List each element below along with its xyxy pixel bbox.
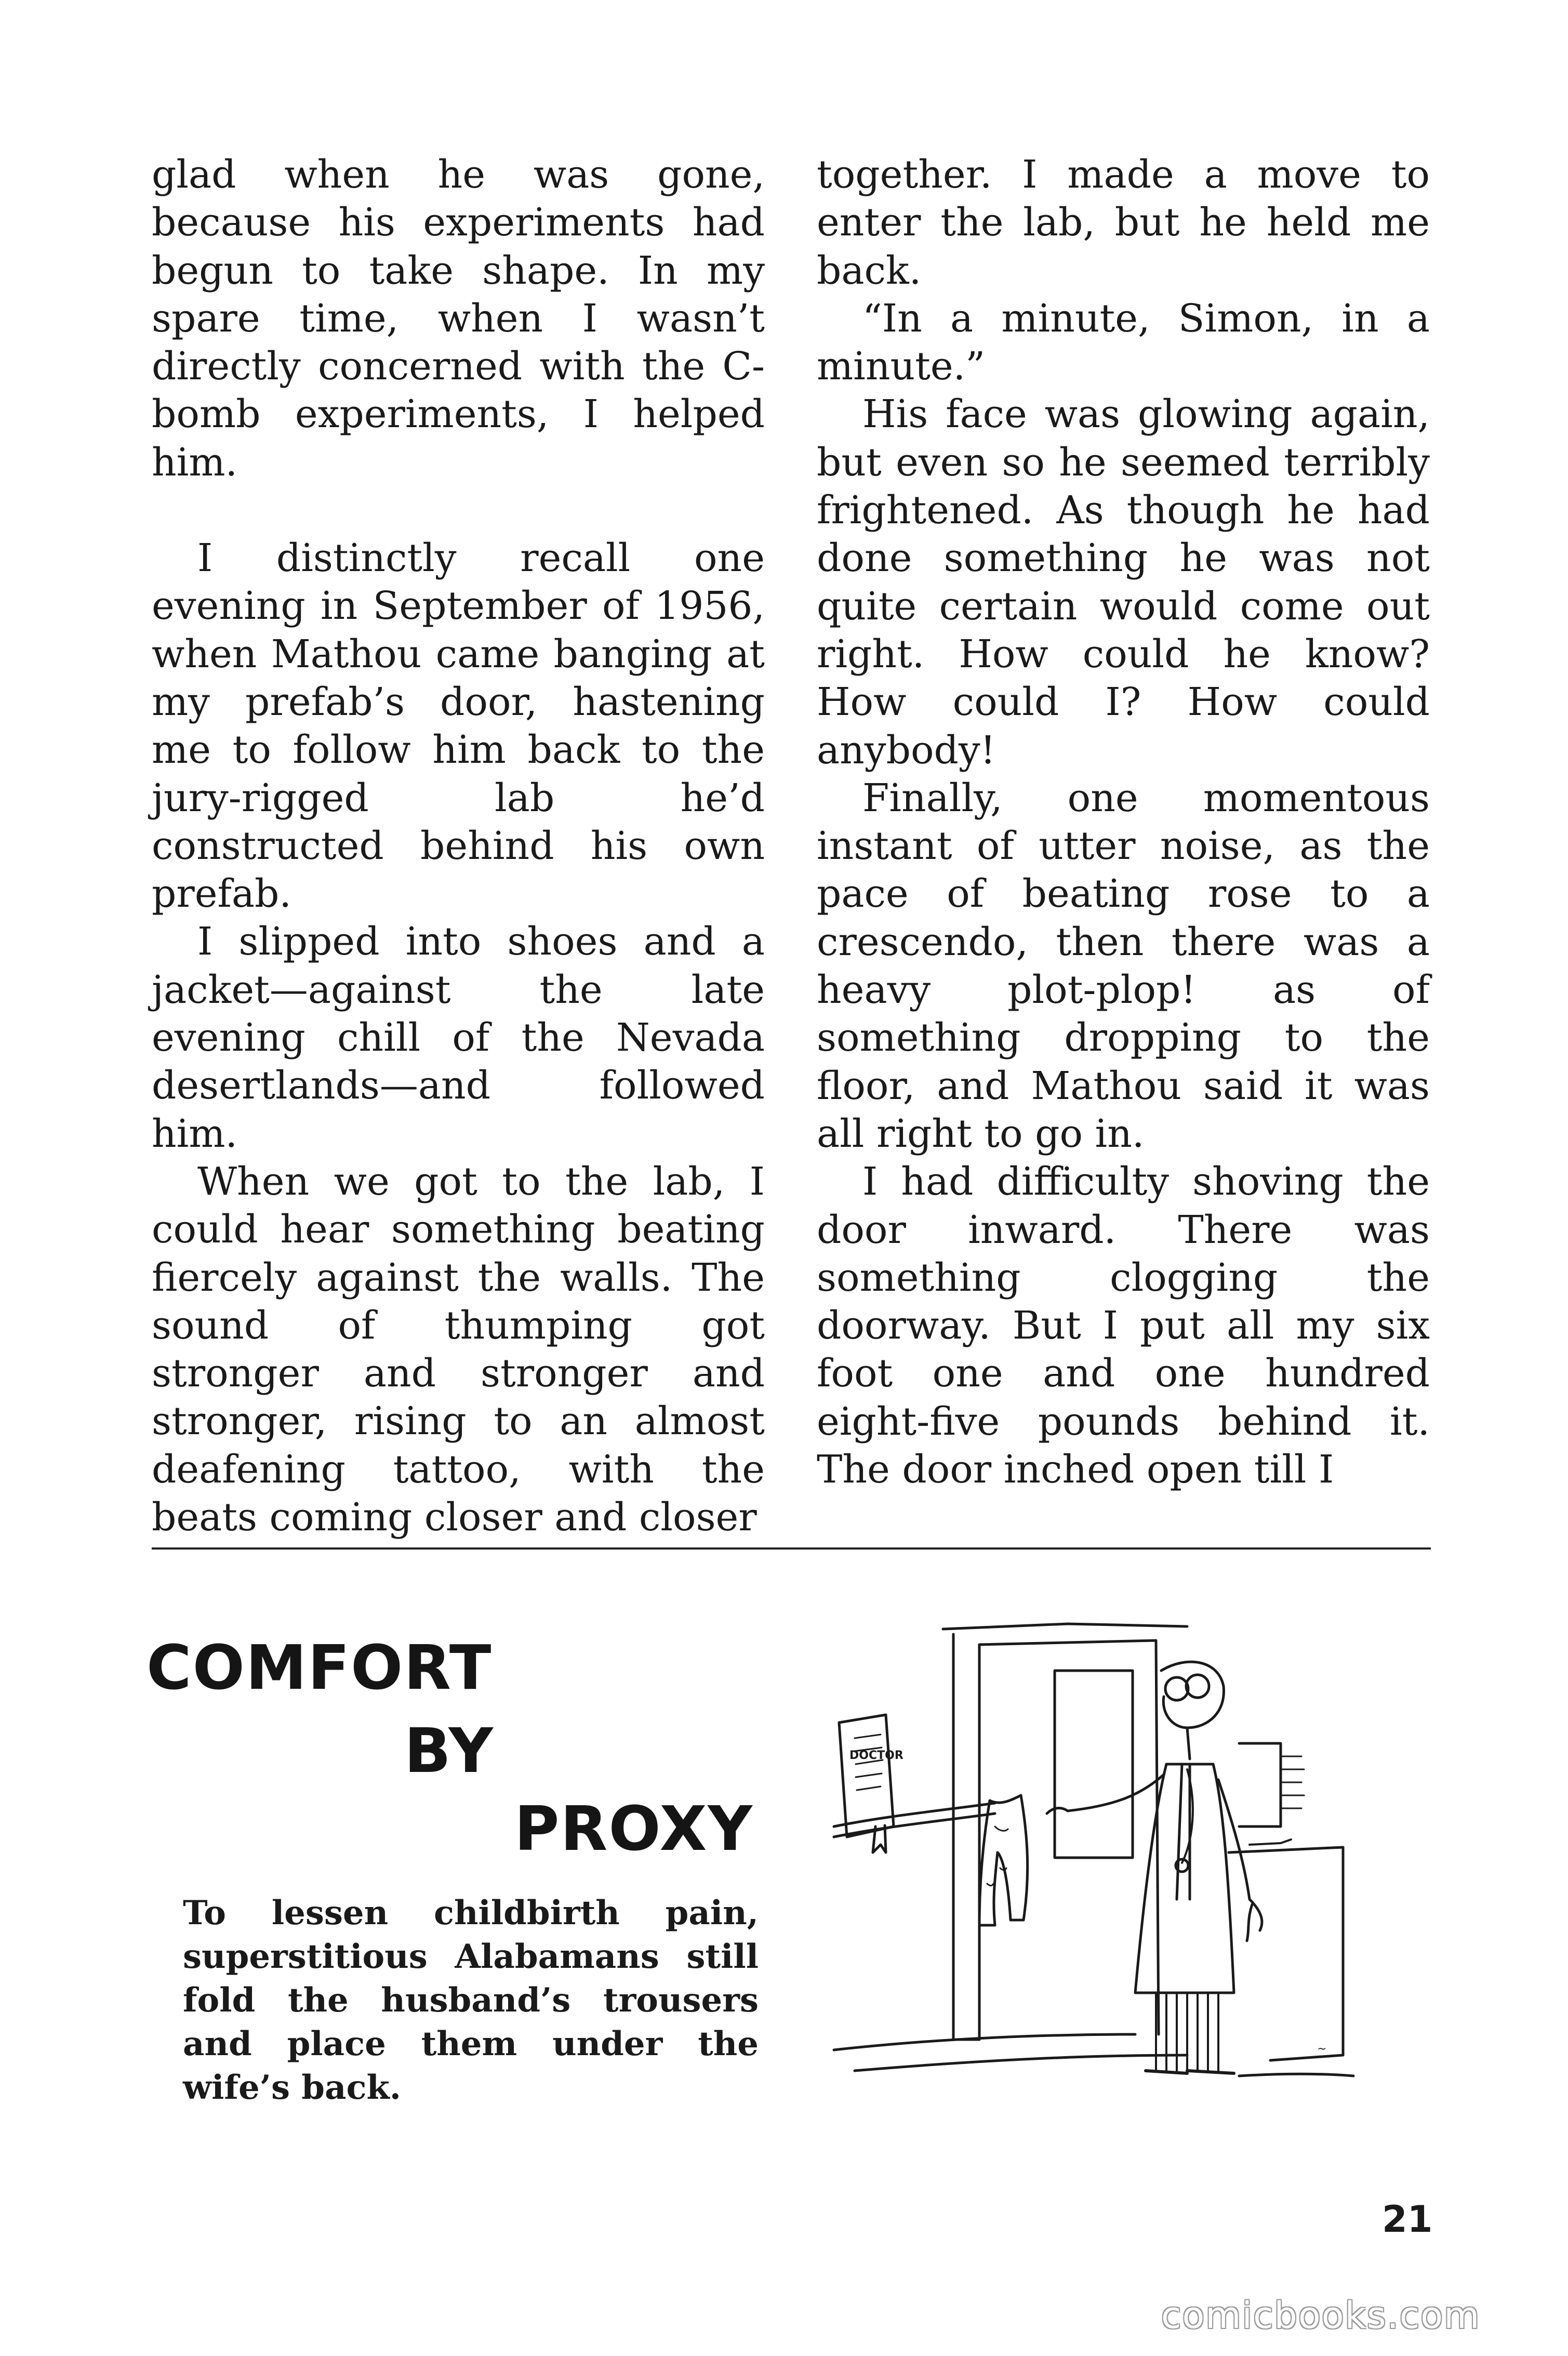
feature-text: To lessen childbirth pain, superstitious Alabamans still fold the husband’s trousers and place them under the wife’s back. [183,1894,759,2107]
paragraph: “In a minute, Simon, in a minute.” [817,296,1430,389]
feature-title-line3: PROXY [514,1793,753,1864]
paragraph: I distinctly recall one evening in September of 1956, when Mathou came banging at my prefab’s door, hastening me to follow him back to the jury-rigged lab he’d constructed behind his own prefab. [152,536,765,917]
page-number: 21 [1382,2198,1433,2241]
paragraph: I slipped into shoes and a jacket—against the late evening chill of the Nevada desertlands—and followed him. [152,919,765,1156]
doctor-cartoon-illustration [823,1608,1398,2117]
paragraph: I had difficulty shoving the door inward. There was something clogging the doorway. But I put all my six foot one and one hundred eight-five pounds behind it. The door inched open till I [817,1159,1430,1492]
watermark: comicbooks.com [1161,2294,1481,2337]
sign-label: DOCTOR [849,1749,903,1762]
paragraph: When we got to the lab, I could hear something beating fiercely against the walls. The sound of thumping got stronger and stronger and stronger, rising to an almost deafening tattoo, with the beats coming closer and closer [152,1159,765,1540]
svg-text:~: ~ [1317,2043,1327,2056]
feature-title-line2: BY [404,1715,494,1786]
paragraph: His face was glowing again, but even so he seemed terribly frightened. As though he had done something he was not quite certain would come out right. How could he know? How could I? How could anybody! [817,392,1430,773]
section-divider [152,1547,1431,1550]
paragraph: glad when he was gone, because his experiments had begun to take shape. In my spare time, when I wasn’t directly concerned with the C-bomb experiments, I helped him. [152,152,765,485]
feature-title-line1: COMFORT [147,1632,493,1703]
left-text-column [152,151,765,1541]
right-text-column [817,151,1430,1493]
paragraph: together. I made a move to enter the lab, but he held me back. [817,152,1430,293]
paragraph: Finally, one momentous instant of utter noise, as the pace of beating rose to a crescendo, then there was a heavy plot-plop! as of something dropping to the floor, and Mathou said it was all right to go in. [817,775,1430,1156]
